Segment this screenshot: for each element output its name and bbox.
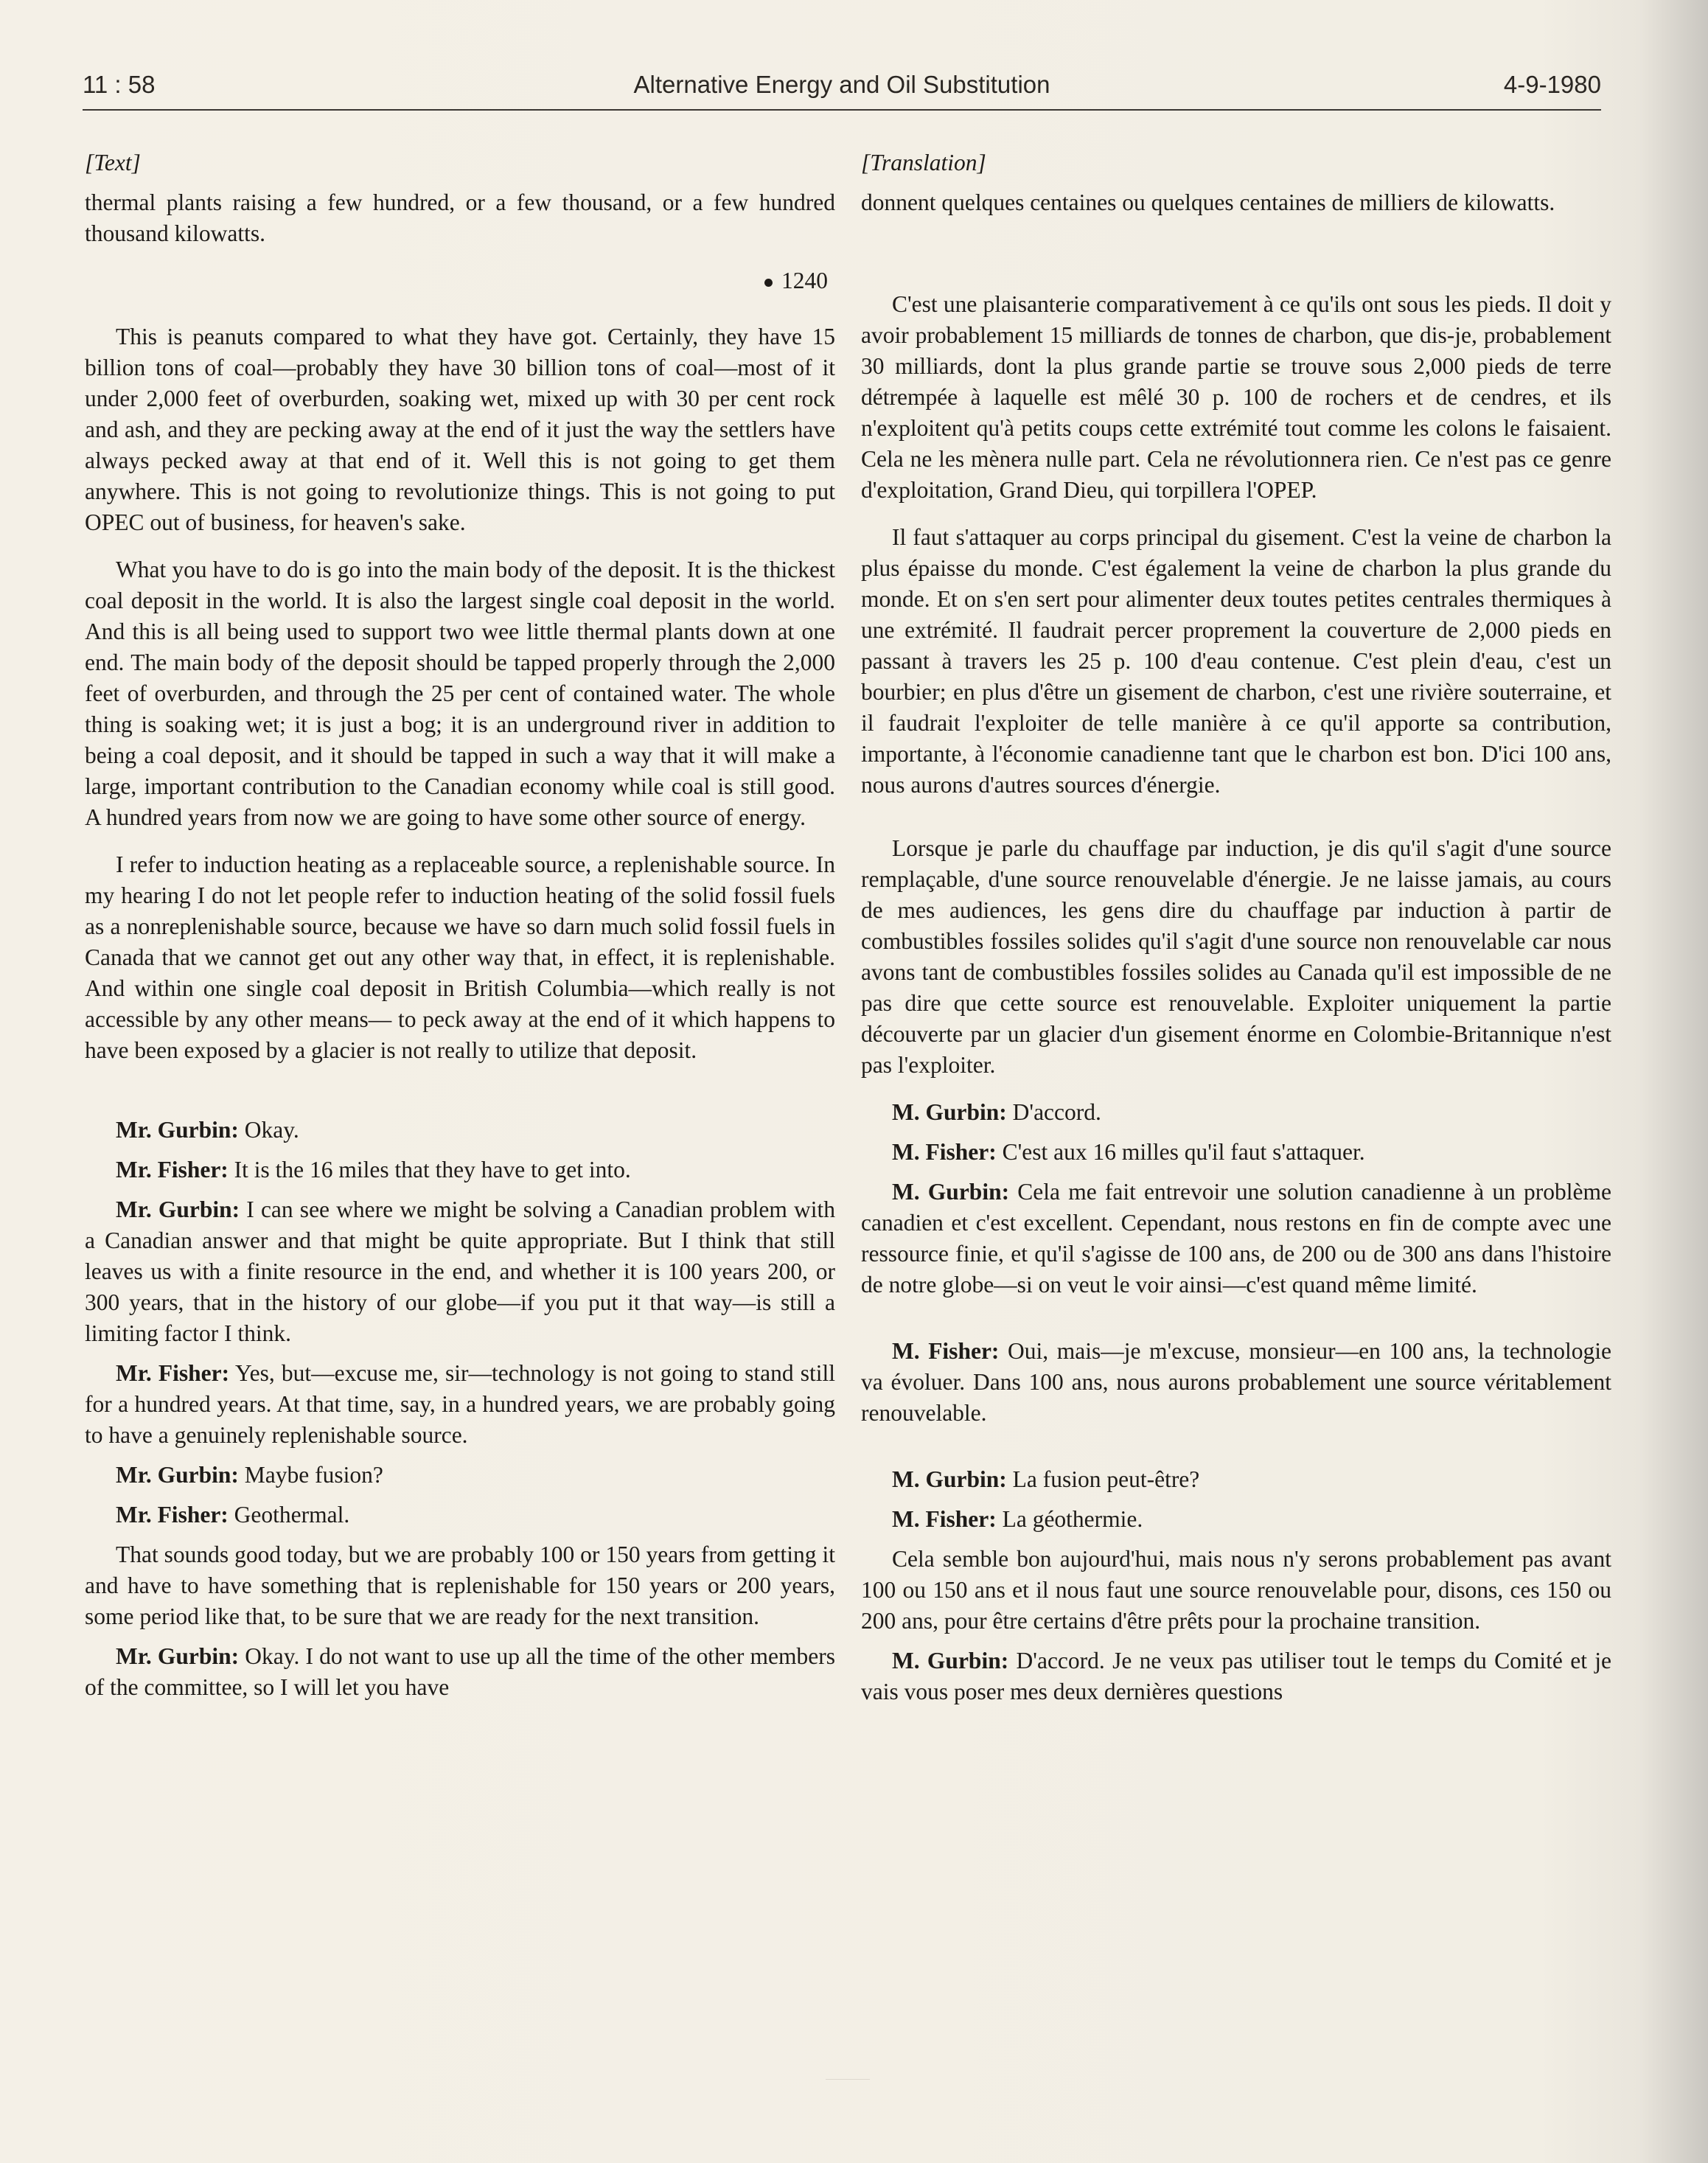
paragraph: That sounds good today, but we are probably 100 or 150 years from getting it and have to have something that is replenishable for 150 years or 200 years, some period like that, to be sure that we are ready for the next transition. [85, 1542, 835, 1629]
page-header [83, 71, 1601, 109]
speech-fisher: Mr. Fisher: Yes, but—excuse me, sir—technology is not going to stand still for a hundred years. At that time, say, in a hundred years, we are probably going to have a genuinely replenishable source. [85, 1360, 836, 1448]
speech-gurbin: Mr. Gurbin: I can see where we might be solving a Canadian problem with a Canadian answer and that might be quite appropriate. But I think that still leaves us with a finite resource in the end, and whether it is 100 years 200, or 300 years, that in the history of our globe—if you put it that way—is still a limiting factor I think. [85, 1197, 836, 1346]
speech-gurbin: Mr. Gurbin: Okay. I do not want to use up all the time of the other members of the committee, so I will let you have [85, 1643, 835, 1700]
speech-fisher: M. Fisher: La géothermie. [892, 1506, 1143, 1532]
speech-gurbin: Mr. Gurbin: Maybe fusion? [116, 1462, 383, 1488]
paragraph: What you have to do is go into the main body of the deposit. It is the thickest coal deposit in the world. It is also the largest single coal deposit in the world. And this is all being used to support two wee little thermal plants down at one end. The main body of the deposit should be tapped properly through the 2,000 feet of overburden, and through the 25 per cent of contained water. The whole thing is soaking wet; it is just a bog; it is an underground river in addition to being a coal deposit, and it should be tapped in such a way that it will make a large, important contribution to the Canadian economy while coal is still good. A hundred years from now we are going to have some other source of energy. [85, 557, 835, 830]
header-rule [83, 109, 1601, 111]
page-mark [826, 2079, 870, 2080]
paragraph: Lorsque je parle du chauffage par induction, je dis qu'il s'agit d'une source remplaçable, d'une source renouvelable d'énergie. Je ne laisse jamais, au cours de mes audiences, les gens dire du chauffage par induction à partir de combustibles fossiles solides qu'il s'agit d'une source non renouvelable car nous avons tant de combustibles fossiles solides au Canada qu'il est impossible de ne pas dire que cette source est renouvelable. Exploiter uniquement la partie découverte par un glacier d'un gisement énorme en Colombie-Britannique n'est pas l'exploiter. [861, 835, 1611, 1078]
paragraph: donnent quelques centaines ou quelques centaines de milliers de kilowatts. [861, 189, 1555, 215]
speech-fisher: Mr. Fisher: Geothermal. [116, 1502, 350, 1528]
paragraph: C'est une plaisanterie comparativement à ce qu'ils ont sous les pieds. Il doit y avoir probablement 15 milliards de tonnes de charbon, que dis-je, probablement 30 milliards, dont la plus grande partie se trouve sous 2,000 pieds de terre détrempée à laquelle est mêlé 30 p. 100 de rochers et de cendres, et ils n'exploitent qu'à petits coups cette extrémité tout comme les colons le faisaient. Cela ne les mènera nulle part. Cela ne révolutionnera rien. Ce n'est pas ce genre d'exploitation, Grand Dieu, qui torpillera l'OPEP. [861, 291, 1611, 503]
french-column [861, 147, 1611, 1716]
translation-tag: [Translation] [861, 150, 986, 175]
speech-fisher: M. Fisher: Oui, mais—je m'excuse, monsieur—en 100 ans, la technologie va évoluer. Dans 100 ans, nous aurons probablement une source véritablement renouvelable. [861, 1338, 1611, 1426]
bullet-icon [764, 279, 773, 287]
header-date: 4-9-1980 [1503, 71, 1601, 98]
speech-fisher: M. Fisher: C'est aux 16 milles qu'il faut s'attaquer. [892, 1139, 1365, 1165]
speech-gurbin: M. Gurbin: D'accord. Je ne veux pas utiliser tout le temps du Comité et je vais vous poser mes deux dernières questions [861, 1648, 1611, 1704]
page-number: 11 : 58 [83, 71, 156, 98]
speech-fisher: Mr. Fisher: It is the 16 miles that they have to get into. [116, 1157, 631, 1182]
paragraph: Cela semble bon aujourd'hui, mais nous n'y serons probablement pas avant 100 ou 150 ans et il nous faut une source renouvelable pour, disons, ces 150 ou 200 ans, pour être certains d'être prêts pour la prochaine transition. [861, 1546, 1611, 1634]
text-tag: [Text] [85, 150, 141, 175]
speech-gurbin: M. Gurbin: La fusion peut-être? [892, 1466, 1200, 1492]
paragraph: thermal plants raising a few hundred, or a few thousand, or a few hundred thousand kilowatts. [85, 189, 835, 246]
speech-gurbin: M. Gurbin: D'accord. [892, 1099, 1101, 1125]
speech-gurbin: M. Gurbin: Cela me fait entrevoir une solution canadienne à un problème canadien et c'est excellent. Cependant, nous restons en fin de compte avec une ressource finie, et qu'il s'agisse de 100 ans, de 200 ou de 300 ans dans l'histoire de notre globe—si on veut le voir ainsi—c'est quand même limité. [861, 1179, 1612, 1298]
speech-gurbin: Mr. Gurbin: Okay. [116, 1117, 299, 1143]
english-column [85, 147, 835, 1712]
paragraph: This is peanuts compared to what they have got. Certainly, they have 15 billion tons of coal—probably they have 30 billion tons of coal—most of it under 2,000 feet of overburden, soaking wet, mixed up with 30 per cent rock and ash, and they are pecking away at the end of it just the way the settlers have always pecked away at that end of it. Well this is not going to get them anywhere. This is not going to revolutionize things. This is not going to put OPEC out of business, for heaven's sake. [85, 324, 835, 535]
paragraph: I refer to induction heating as a replaceable source, a replenishable source. In my hearing I do not let people refer to induction heating of the solid fossil fuels as a nonreplenishable source, because we have so darn much solid fossil fuels in Canada that we cannot get out any other way that, in effect, it is replenishable. And within one single coal deposit in British Columbia—which really is not accessible by any other means— to peck away at the end of it which happens to have been exposed by a glacier is not really to utilize that deposit. [85, 851, 835, 1063]
time-marker: 1240 [85, 265, 835, 296]
running-title: Alternative Energy and Oil Substitution [633, 71, 1050, 98]
paragraph: Il faut s'attaquer au corps principal du gisement. C'est la veine de charbon la plus épaisse du monde. C'est également la veine de charbon la plus grande du monde. Et on s'en sert pour alimenter deux toutes petites centrales thermiques à une extrémité. Il faudrait percer proprement la couverture de 2,000 pieds en passant à travers les 25 p. 100 d'eau contenue. C'est plein d'eau, c'est un bourbier; en plus d'être un gisement de charbon, c'est une rivière souterraine, et il faudrait l'exploiter de telle manière à ce qu'il apporte sa contribution, importante, à l'économie canadienne tant que le charbon est bon. D'ici 100 ans, nous aurons d'autres sources d'énergie. [861, 524, 1611, 798]
